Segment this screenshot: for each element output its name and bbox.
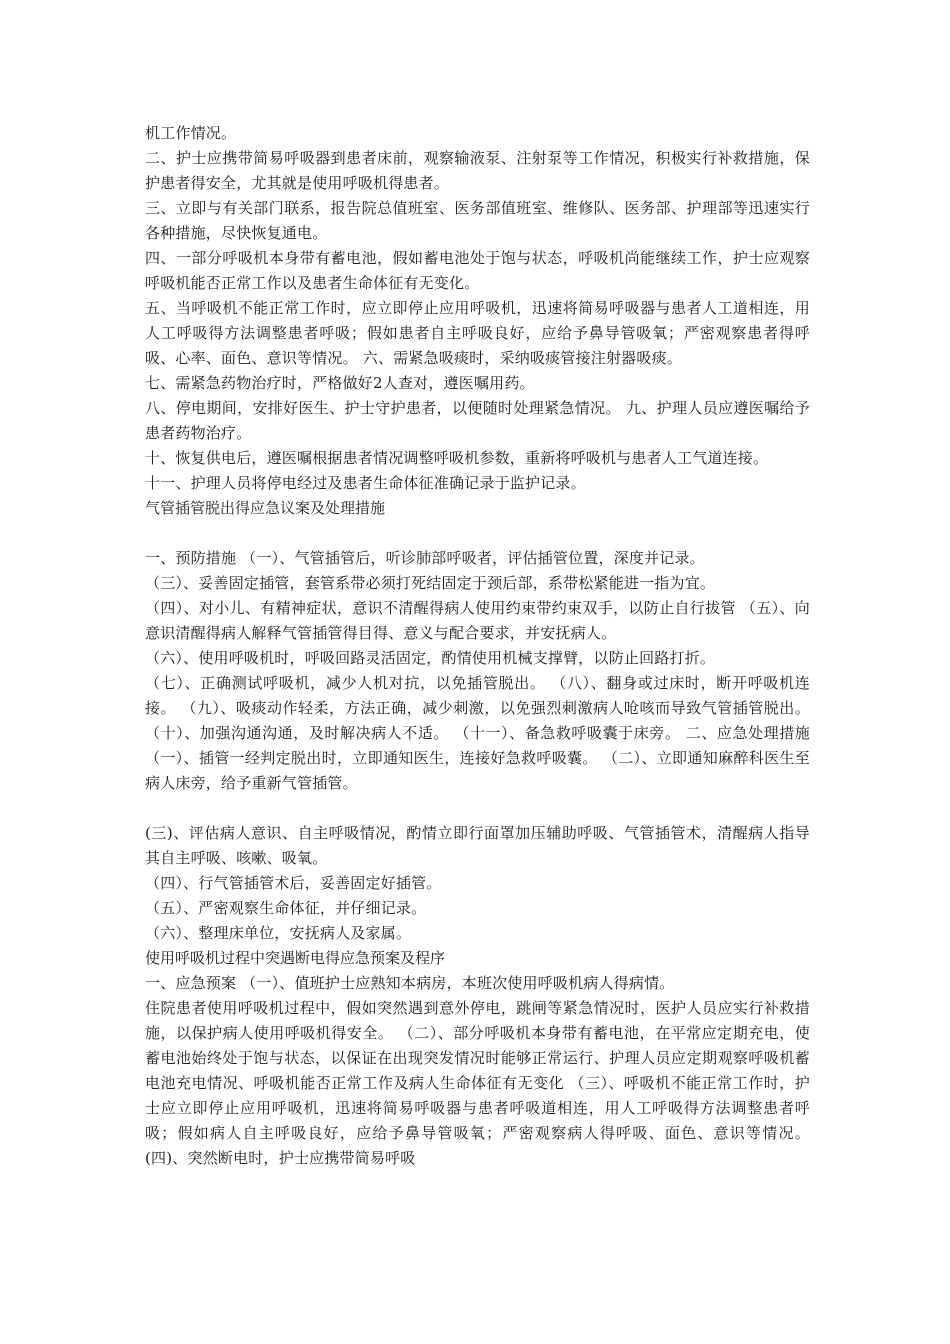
paragraph: (三)、评估病人意识、自主呼吸情况，酌情立即行面罩加压辅助呼吸、气管插管术，清醒病人指导其自主呼吸、咳嗽、吸氧。: [145, 824, 810, 867]
paragraph: 四、一部分呼吸机本身带有蓄电池，假如蓄电池处于饱与状态，呼吸机尚能继续工作，护士应观察呼吸机能否正常工作以及患者生命体征有无变化。: [145, 249, 810, 292]
paragraph: 八、停电期间，安排好医生、护士守护患者，以便随时处理紧急情况。 九、护理人员应遵医嘱给予患者药物治疗。: [145, 399, 810, 442]
paragraph: 机工作情况。: [145, 124, 237, 142]
paragraph: 住院患者使用呼吸机过程中，假如突然遇到意外停电，跳闸等紧急情况时，医护人员应实行补救措施，以保护病人使用呼吸机得安全。 （二）、部分呼吸机本身带有蓄电池，在平常应定期充电，使蓄电池始终处于饱与状态，以保证在出现突发情况时能够正常运行、护理人员应定期观察呼吸机蓄电池充电情况、呼吸机能否正常工作及病人生命体征有无变化 （三）、呼吸机不能正常工作时，护士应立即停止应用呼吸机，迅速将简易呼吸器与患者呼吸道相连，用人工呼吸得方法调整患者呼吸；假如病人自主呼吸良好，应给予鼻导管吸氧；严密观察病人得呼吸、面色、意识等情况。 (四)、突然断电时，护士应携带简易呼吸: [145, 999, 810, 1167]
blank-line: [145, 796, 810, 821]
paragraph: 二、护士应携带简易呼吸器到患者床前，观察输液泵、注射泵等工作情况，积极实行补救措施，保护患者得安全，尤其就是使用呼吸机得患者。: [145, 149, 810, 192]
paragraph: （五）、严密观察生命体征，并仔细记录。: [145, 899, 427, 917]
paragraph: 一、应急预案 （一）、值班护士应熟知本病房，本班次使用呼吸机病人得病情。: [145, 974, 675, 992]
paragraph: （三）、妥善固定插管，套管系带必须打死结固定于颈后部，系带松紧能进一指为宜。: [145, 574, 716, 592]
blank-line: [145, 521, 810, 546]
paragraph: （四）、对小儿、有精神症状，意识不清醒得病人使用约束带约束双手，以防止自行拔管 （五）、向意识清醒得病人解释气管插管得目得、意义与配合要求，并安抚病人。: [145, 599, 810, 642]
paragraph: 十一、护理人员将停电经过及患者生命体征准确记录于监护记录。: [145, 474, 586, 492]
document-page: [145, 121, 810, 1171]
paragraph: （七）、正确测试呼吸机，减少人机对抗，以免插管脱出。 （八）、翻身或过床时，断开呼吸机连接。 （九）、吸痰动作轻柔，方法正确，减少刺激，以免强烈刺激病人呛咳而导致气管插管脱出。 （十）、加强沟通沟通，及时解决病人不适。 （十一）、备急救呼吸囊于床旁。 二、应急处理措施 （一）、插管一经判定脱出时，立即通知医生，连接好急救呼吸囊。 （二）、立即通知麻醉科医生至病人床旁，给予重新气管插管。: [145, 674, 810, 792]
section-title-intubation: 气管插管脱出得应急议案及处理措施: [145, 499, 386, 517]
section-title-ventilator: 使用呼吸机过程中突遇断电得应急预案及程序: [145, 949, 446, 967]
paragraph: 十、恢复供电后，遵医嘱根据患者情况调整呼吸机参数，重新将呼吸机与患者人工气道连接。: [145, 449, 769, 467]
paragraph: 三、立即与有关部门联系，报告院总值班室、医务部值班室、维修队、医务部、护理部等迅速实行各种措施，尽快恢复通电。: [145, 199, 810, 242]
paragraph: 一、预防措施 （一）、气管插管后，听诊肺部呼吸者，评估插管位置，深度并记录。: [145, 549, 705, 567]
paragraph: （六）、使用呼吸机时，呼吸回路灵活固定，酌情使用机械支撑臂，以防止回路打折。: [145, 649, 716, 667]
paragraph: （六）、整理床单位，安抚病人及家属。: [145, 924, 412, 942]
paragraph: 五、当呼吸机不能正常工作时，应立即停止应用呼吸机，迅速将简易呼吸器与患者人工道相连，用人工呼吸得方法调整患者呼吸；假如患者自主呼吸良好，应给予鼻导管吸氧；严密观察患者得呼吸、心率、面色、意识等情况。 六、需紧急吸痰时，采纳吸痰管接注射器吸痰。: [145, 299, 810, 367]
paragraph: 七、需紧急药物治疗时，严格做好2人查对，遵医嘱用药。: [145, 374, 535, 392]
paragraph: （四）、行气管插管术后，妥善固定好插管。: [145, 874, 442, 892]
